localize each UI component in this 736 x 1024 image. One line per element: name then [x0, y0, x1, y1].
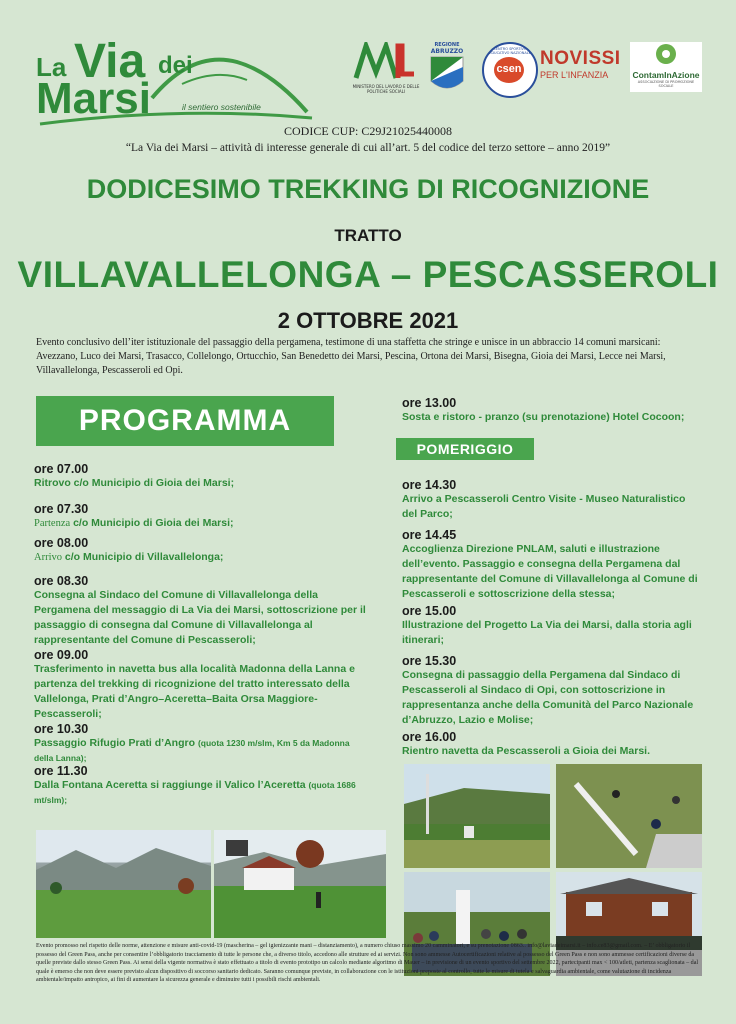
novissi-label: NOVISSI: [540, 48, 621, 69]
route-title: VILLAVALLELONGA – PESCASSEROLI: [17, 254, 719, 295]
schedule-text-row: [34, 736, 370, 766]
logo-tagline: il sentiero sostenibile: [182, 102, 261, 112]
pomeriggio-badge: [396, 438, 534, 460]
photo-forest-trail: [404, 764, 550, 868]
contaminazione-circle-icon: [630, 42, 702, 66]
cup-code: CODICE CUP: C29J21025440008: [283, 124, 453, 138]
logo-via: Via: [74, 35, 146, 88]
schedule-time: ore 10.30: [34, 722, 89, 736]
photo-hikers-slope: [556, 764, 702, 868]
intro-text: Evento conclusivo dell’iter istituzionale del passaggio della pergamena, testimone di una staffetta che stringe e unisce in un abbraccio 14 comuni marsicani: Avezzano, Luco dei Marsi, Trasacco, Collelongo, Ortucchio, San Benedetto dei Marsi, Pescina, Ortona dei Marsi, Bisegna, Gioia dei Marsi, Lecce nei Marsi, Villavallelonga, Pescasseroli ed Opi.: [36, 337, 666, 376]
photo-rifugio-meadow: [214, 830, 386, 938]
event-date: 2 OTTOBRE 2021: [277, 308, 459, 333]
pomeriggio-label: POMERIGGIO: [416, 441, 514, 457]
schedule-time: ore 09.00: [34, 648, 89, 662]
schedule-text: Consegna di passaggio della Pergamena dal Sindaco di Pescasseroli al Sindaco di Opi, con sottoscrizione in rappresentanza anche della Comunità del Parco Nazionale d’Abruzzo, Lazio e Molise;: [402, 669, 694, 726]
schedule-text: Accoglienza Direzione PNLAM, saluti e illustrazione dell’evento. Passaggio e consegna della Pergamena dal rappresentante del Comune di Villavallelonga al Comune di Pescasseroli e sottoscrizione della stessa;: [402, 543, 698, 600]
schedule-time: ore 07.00: [34, 462, 89, 476]
ministero-logo: [352, 42, 420, 96]
schedule-item: [402, 478, 702, 528]
schedule-time: ore 14.45: [402, 528, 457, 542]
novissi-logo: [540, 48, 626, 90]
logo-dei: dei: [158, 52, 193, 79]
regione-abruzzo-logo: [428, 42, 466, 96]
tratto-label: TRATTO: [334, 226, 402, 245]
schedule-text: Rientro navetta da Pescasseroli a Gioia dei Marsi.: [402, 745, 651, 757]
right-column-top: [402, 396, 702, 425]
schedule-item: [34, 502, 370, 536]
schedule-text: c/o Municipio di Villavallelonga;: [64, 551, 224, 563]
schedule-text-row: [34, 516, 370, 531]
schedule-text: Sosta e ristoro - pranzo (su prenotazione) Hotel Cocoon;: [402, 411, 685, 423]
valley-scene-icon: [36, 830, 211, 938]
schedule-time: ore 14.30: [402, 478, 457, 492]
pomeriggio-list: [402, 478, 702, 766]
schedule-item: [34, 574, 370, 648]
footer-notes: Evento promosso nel rispetto delle norme, attenzione e misure anti-covid-19 (mascherina – gel igienizzante mani – distanziamento), a numero chiuso massimo 20 camminatori, e su prenotazione 0863.. info@laviadeimarsi.it – info.ce83@gmail.com. – E’ obbligatorio il possesso del Green Pass, anche per consentire l’obbligatorio tracciamento di tutte le persone che, a diverso titolo, accedono alle strutture ed ai servizi. Non sono ammesse Autocertificazioni relative al possesso del Green Pass e non sono ammesse certificazioni diverse da quelle previste dallo stesso Green Pass. Ai sensi della vigente normativa è stato effettuato a titolo di evento prototipo un calcolo mediante algoritmo di Mauer – in previsione di un evento sportivo del settembre 2022, partecipanti max < 100/atleti, partenza scaglionata – dal quale è emerso che non deve essere previsto alcun dispositivo di soccorso sanitario dedicato. Saranno comunque previste, in collaborazione con le istituzioni preposte al controllo, tutte le misure di tutela e salvaguardia ambientale, come valutazione di incidenza ambientale/impatto antropico, ai fini di aumentare la sicurezza generale e diminuire tutti i possibili rischi ambientali.: [36, 943, 699, 984]
schedule-item: [402, 528, 702, 604]
schedule-time: ore 08.00: [34, 536, 89, 550]
csen-label: csen: [496, 63, 522, 75]
contaminazione-label: ContamInAzione: [632, 70, 700, 80]
forest-scene-icon: [404, 764, 550, 868]
programma-badge: [36, 396, 334, 446]
ministero-label: MINISTERO DEL LAVORO E DELLE POLITICHE SOCIALI: [352, 84, 420, 94]
schedule-item: [34, 648, 370, 722]
header-subtitle: “La Via dei Marsi – attività di interesse generale di cui all’art. 5 del codice del terzo settore – anno 2019”: [125, 142, 611, 154]
rifugio-scene-icon: [214, 830, 386, 938]
schedule-text: Ritrovo c/o Municipio di Gioia dei Marsi;: [34, 477, 235, 489]
la-via-dei-marsi-logo: [32, 35, 317, 130]
schedule-note: (quota 1230 m/slm, Km 5 da Madonna della Lanna);: [34, 738, 350, 763]
schedule-text: Consegna al Sindaco del Comune di Villavallelonga della Pergamena del messaggio di La Via dei Marsi, sottoscrizione per il passaggio di consegna dal Comune di Villavallelonga al rappresentante del Comune di Pescasseroli;: [34, 589, 366, 646]
csen-ring-text: CENTRO SPORTIVO EDUCATIVO NAZIONALE: [489, 47, 531, 55]
schedule-prefix: Partenza: [34, 518, 71, 529]
abruzzo-label: ABRUZZO: [430, 48, 464, 55]
schedule-time: ore 08.30: [34, 574, 89, 588]
schedule-item: [34, 764, 370, 808]
schedule-text: Arrivo a Pescasseroli Centro Visite - Museo Naturalistico del Parco;: [402, 493, 686, 520]
schedule-text-row: [34, 550, 370, 565]
schedule-time: ore 15.30: [402, 654, 457, 668]
event-title: DODICESIMO TREKKING DI RICOGNIZIONE: [86, 174, 650, 204]
schedule-text-row: [34, 778, 370, 808]
slope-scene-icon: [556, 764, 702, 868]
schedule-prefix: Arrivo: [34, 552, 62, 563]
novissi-sub: PER L'INFANZIA: [540, 70, 609, 80]
schedule-time: ore 15.00: [402, 604, 457, 618]
photo-mountain-valley: [36, 830, 211, 938]
ministero-emblem-icon: [352, 42, 420, 80]
schedule-time: ore 07.30: [34, 502, 89, 516]
schedule-text: Trasferimento in navetta bus alla località Madonna della Lanna e partenza del trekking di ricognizione del tratto interessato della Vallelonga, Prati d’Angro–Aceretta–Baita Orsa Maggiore-Pescasseroli;: [34, 663, 355, 720]
schedule-time: ore 16.00: [402, 730, 457, 744]
schedule-text: Dalla Fontana Aceretta si raggiunge il Valico l’Aceretta: [34, 779, 306, 791]
csen-logo: [482, 42, 538, 98]
schedule-item: [402, 730, 702, 766]
schedule-item: [34, 722, 370, 764]
schedule-text: c/o Municipio di Gioia dei Marsi;: [73, 517, 234, 529]
schedule-item: [402, 604, 702, 654]
programma-label: PROGRAMMA: [78, 404, 292, 437]
schedule-note: (quota 1686 mt/slm);: [34, 780, 356, 805]
schedule-time: ore 11.30: [34, 764, 88, 778]
schedule-item: [34, 536, 370, 574]
contaminazione-logo: [630, 42, 702, 92]
schedule-text: Illustrazione del Progetto La Via dei Marsi, dalla storia agli itinerari;: [402, 619, 692, 646]
schedule-text: Passaggio Rifugio Prati d’Angro: [34, 737, 196, 749]
abruzzo-shield-icon: [428, 55, 466, 95]
schedule-item: [34, 462, 370, 502]
logo-marsi: Marsi: [36, 74, 151, 123]
regione-label: REGIONE: [434, 42, 460, 48]
schedule-time: ore 13.00: [402, 396, 457, 410]
contaminazione-sub: ASSOCIAZIONE DI PROMOZIONE SOCIALE: [637, 80, 695, 88]
programma-list: [34, 462, 370, 808]
logo-la: La: [36, 52, 67, 82]
schedule-item: [402, 654, 702, 730]
